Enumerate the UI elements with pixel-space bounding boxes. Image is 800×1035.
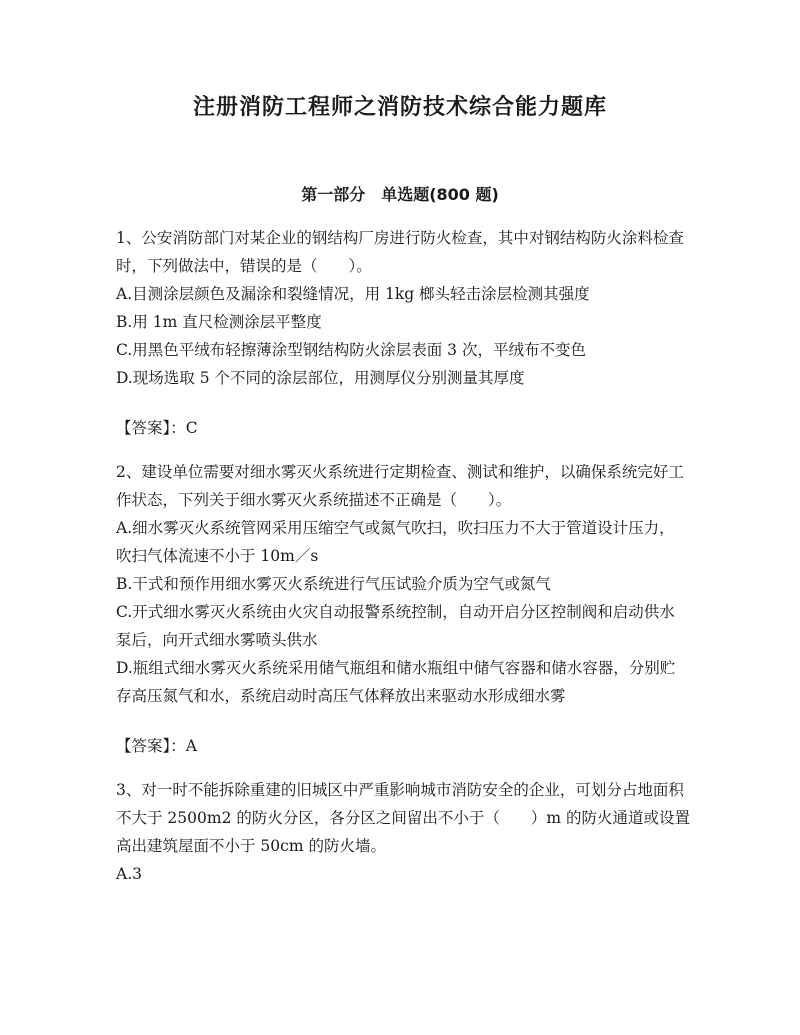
option-d: D.现场选取 5 个不同的涂层部位，用测厚仪分别测量其厚度 — [116, 369, 525, 387]
option-b: B.干式和预作用细水雾灭火系统进行气压试验介质为空气或氮气 — [116, 575, 551, 593]
section-heading: 第一部分 单选题(800 题) — [301, 185, 499, 204]
option-list — [116, 514, 690, 710]
question-2 — [116, 458, 690, 760]
answer-line: 【答案】：A — [116, 737, 197, 755]
question-list — [116, 224, 690, 888]
option-list — [116, 280, 690, 392]
question-3 — [116, 776, 690, 888]
answer-line: 【答案】：C — [116, 419, 198, 437]
question-stem: 3、对一时不能拆除重建的旧城区中严重影响城市消防安全的企业，可划分占地面积不大于 2500m2 的防火分区，各分区之间留出不小于（ ）m 的防火通道或设置高出建筑屋面不小于 50cm 的防火墙。 — [116, 781, 690, 855]
option-a: A.目测涂层颜色及漏涂和裂缝情况，用 1kg 榔头轻击涂层检测其强度 — [116, 285, 590, 303]
option-c: C.用黑色平绒布轻擦薄涂型钢结构防火涂层表面 3 次，平绒布不变色 — [116, 341, 586, 359]
document-title: 注册消防工程师之消防技术综合能力题库 — [192, 95, 607, 120]
option-a: A.3 — [116, 865, 142, 883]
question-stem: 1、公安消防部门对某企业的钢结构厂房进行防火检查，其中对钢结构防火涂料检查时，下列做法中，错误的是（ ）。 — [116, 229, 684, 275]
question-stem: 2、建设单位需要对细水雾灭火系统进行定期检查、测试和维护，以确保系统完好工作状态，下列关于细水雾灭火系统描述不正确是（ ）。 — [116, 463, 684, 509]
option-a: A.细水雾灭火系统管网采用压缩空气或氮气吹扫，吹扫压力不大于管道设计压力，吹扫气体流速不小于 10m／s — [116, 519, 675, 565]
option-c: C.开式细水雾灭火系统由火灾自动报警系统控制，自动开启分区控制阀和启动供水泵后，向开式细水雾喷头供水 — [116, 603, 675, 649]
option-list — [116, 860, 690, 888]
option-d: D.瓶组式细水雾灭火系统采用储气瓶组和储水瓶组中储气容器和储水容器，分别贮存高压氮气和水，系统启动时高压气体释放出来驱动水形成细水雾 — [116, 659, 676, 705]
question-1 — [116, 224, 690, 442]
option-b: B.用 1m 直尺检测涂层平整度 — [116, 313, 322, 331]
